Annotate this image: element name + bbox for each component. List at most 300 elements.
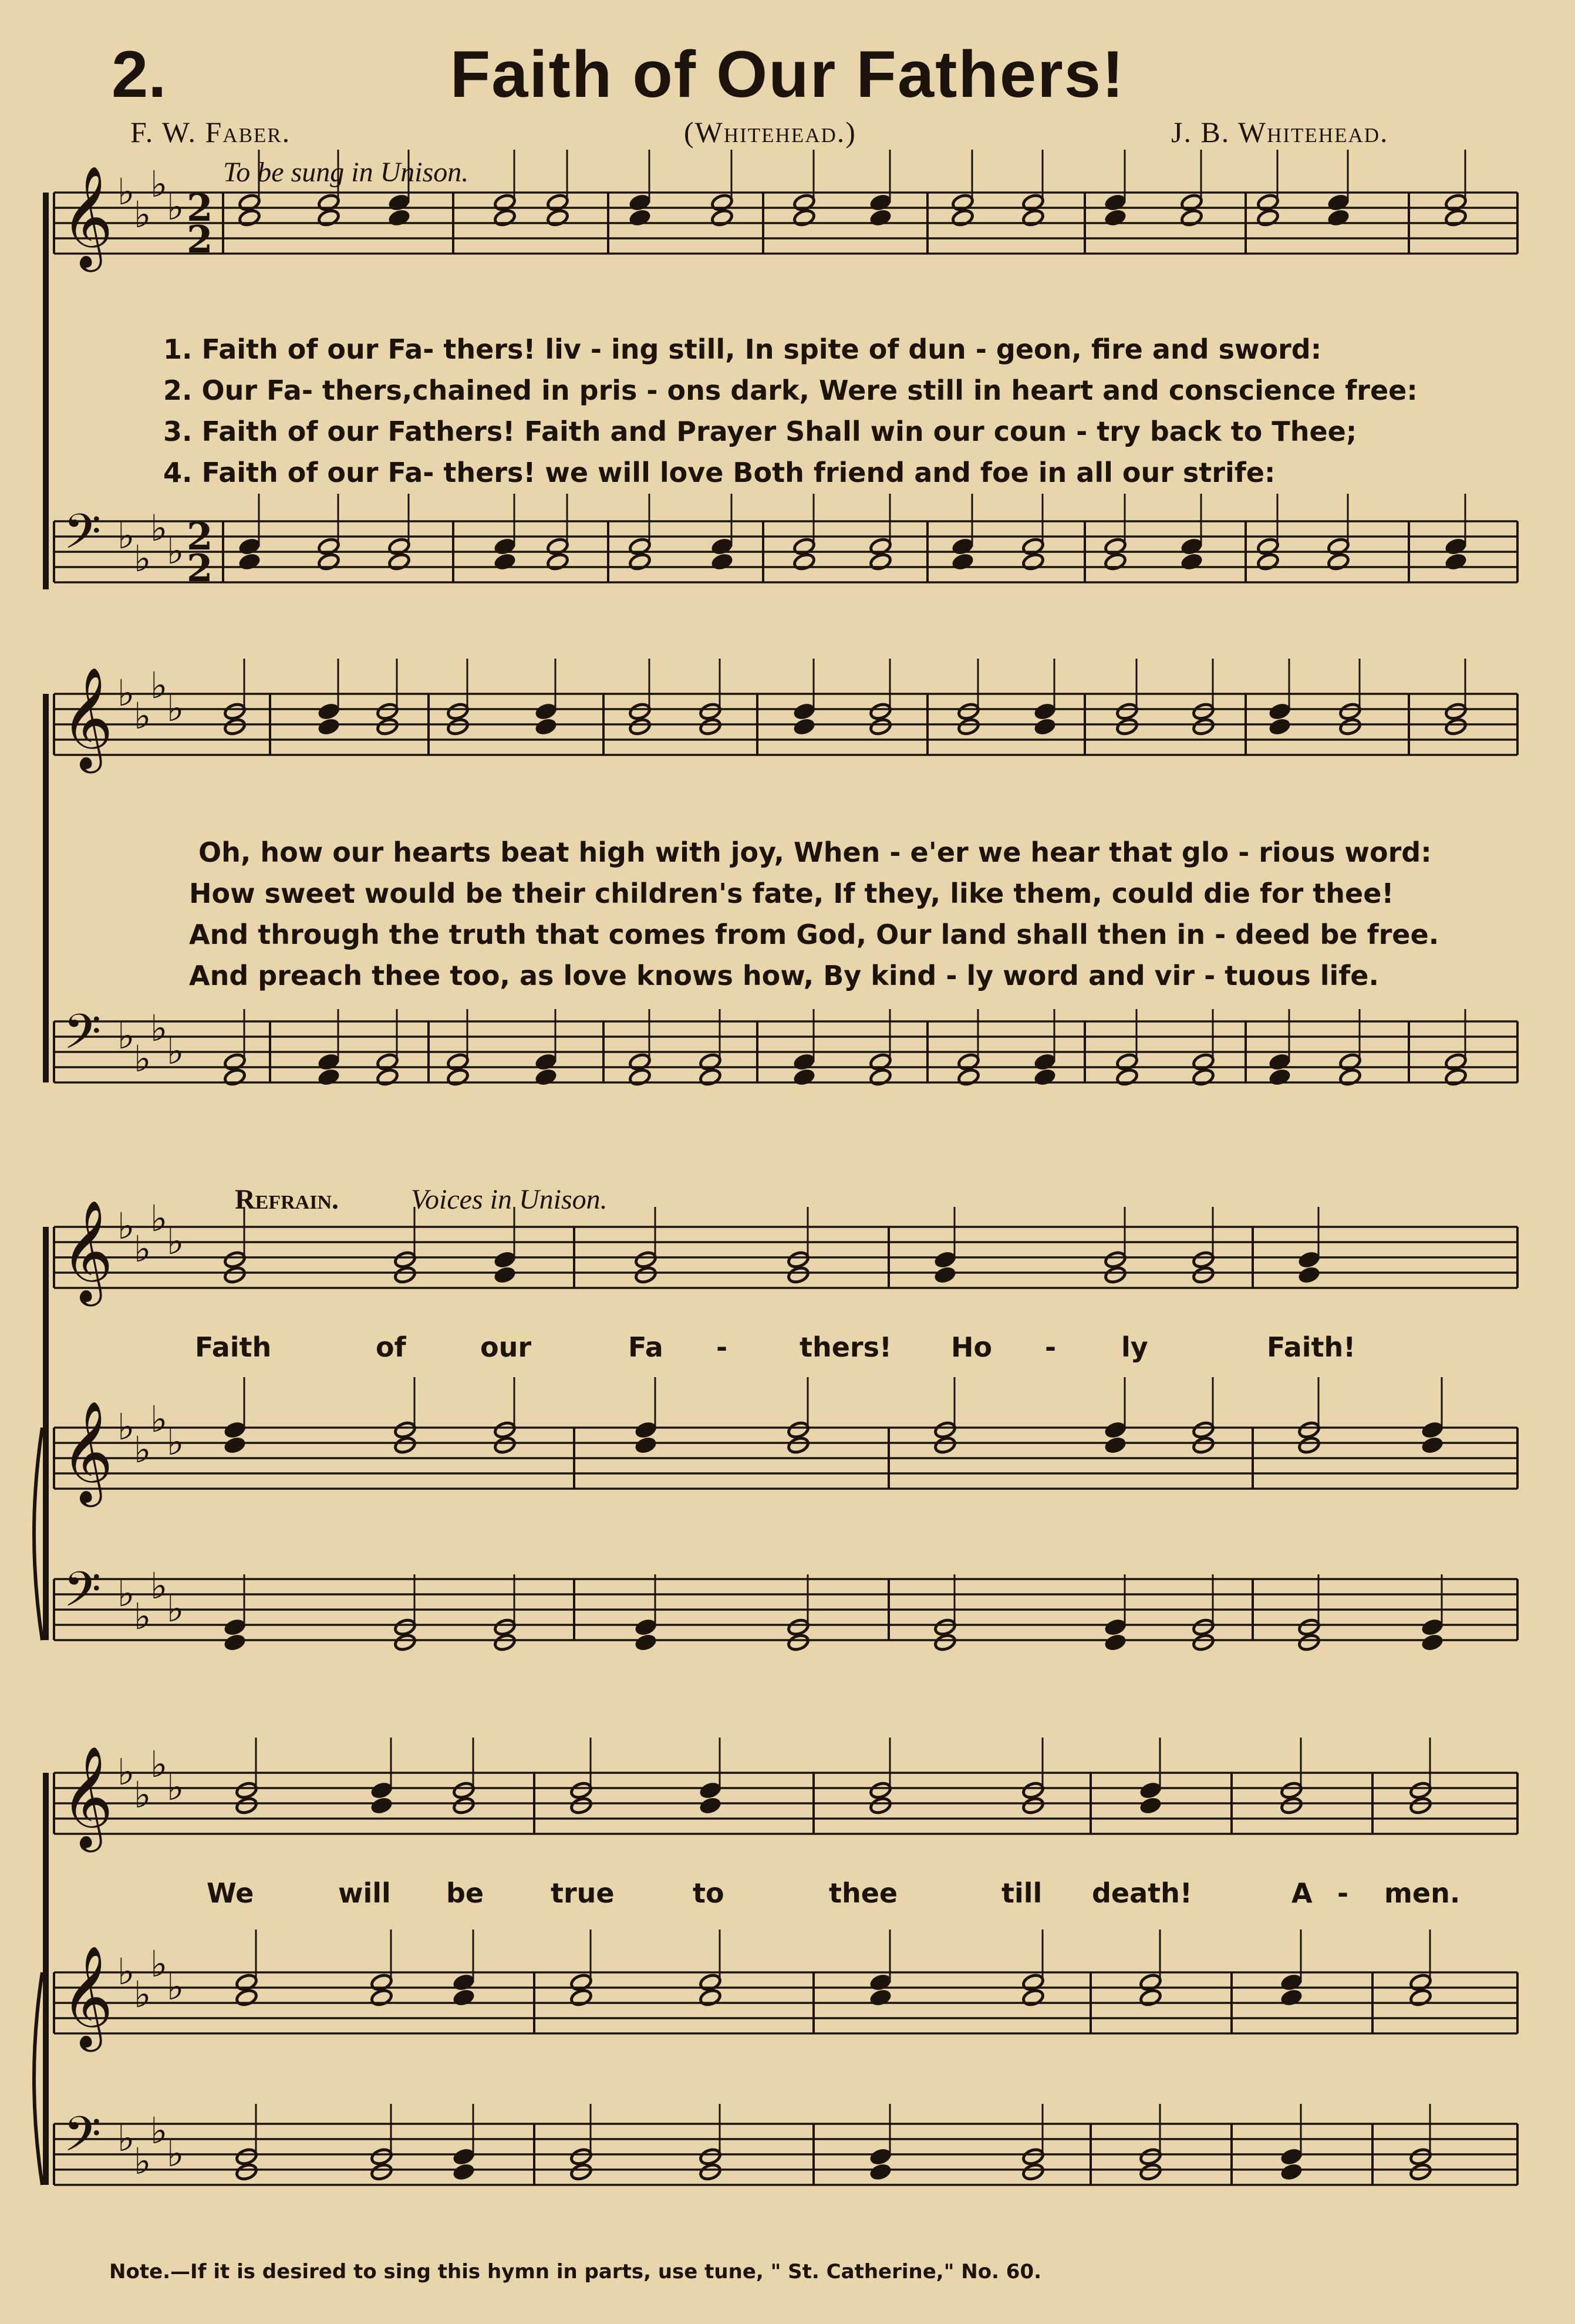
note-head [569,2147,592,2166]
note-head [1192,1633,1215,1652]
note-head [1021,2163,1044,2181]
note-head [1192,1421,1215,1439]
note-head [699,1973,721,1992]
flat-sign: ♭ [134,1227,151,1270]
note-head [370,1781,393,1800]
note-head [452,1973,475,1992]
note-head [452,1781,475,1800]
note-head [1192,1618,1215,1637]
note-head [628,208,651,227]
note-head [376,717,399,736]
note-head [317,552,340,571]
flat-sign: ♭ [150,163,168,205]
note-head [1180,537,1203,556]
note-head [792,552,815,571]
note-head [792,537,815,556]
note-head [1115,1053,1138,1071]
flat-sign: ♭ [167,1766,184,1809]
note-head [628,552,651,571]
note-head [792,702,815,721]
note-head [1021,1988,1044,2007]
note-head [1421,1436,1444,1455]
unison-instruction: To be sung in Unison. [223,157,469,188]
note-head [376,702,399,721]
flat-sign: ♭ [134,1973,151,2016]
note-head [370,1973,393,1992]
note-head [238,193,261,212]
verse-4-line-2: And preach thee too, as love knows how, By kind - ly word and vir - tuous life. [189,960,1379,991]
note-head [393,1633,416,1652]
note-head [869,1781,892,1800]
note-head [957,1053,980,1071]
note-head [1104,1266,1127,1284]
note-head [223,1421,246,1439]
note-head [317,1053,340,1071]
refrain-word: till [1001,1877,1043,1909]
flat-sign: ♭ [150,1743,168,1786]
note-head [1139,2163,1162,2181]
note-head [223,1436,246,1455]
note-head [1444,717,1467,736]
note-head [1280,1973,1303,1992]
note-head [452,1796,475,1815]
note-head [1104,552,1127,571]
note-head [534,1053,557,1071]
hymn-title: Faith of Our Fathers! [450,38,1125,111]
note-head [1021,193,1044,212]
note-head [1256,193,1279,212]
author-credit: F. W. Faber. [130,116,291,149]
refrain-word: - [1337,1877,1349,1909]
note-head [1338,1053,1361,1071]
note-head [628,537,651,556]
flat-sign: ♭ [134,1595,151,1638]
flat-sign: ♭ [150,507,168,549]
note-head [1180,552,1203,571]
time-signature: 2 [187,547,213,591]
note-head [933,1618,956,1637]
note-head [546,537,569,556]
note-head [699,702,721,721]
refrain-word: be [446,1877,484,1909]
note-head [1033,1053,1056,1071]
note-head [951,537,974,556]
note-head [869,1796,892,1815]
note-head [1104,1421,1127,1439]
note-head [933,1633,956,1652]
note-head [957,702,980,721]
note-head [1297,1421,1320,1439]
note-head [792,717,815,736]
note-head [546,208,569,227]
note-head [951,208,974,227]
note-head [951,552,974,571]
flat-sign: ♭ [167,185,184,228]
flat-sign: ♭ [117,1014,135,1057]
note-head [1444,1053,1467,1071]
bass-clef: 𝄢 [63,1561,102,1630]
note-head [1104,1250,1127,1269]
note-head [933,1436,956,1455]
refrain-word: A [1291,1877,1313,1909]
note-head [223,717,246,736]
note-head [957,717,980,736]
note-head [628,702,651,721]
verse-4-line-1: 4. Faith of our Fa- thers! we will love Both friend and foe in all our strife: [163,457,1276,488]
note-head [1256,208,1279,227]
flat-sign: ♭ [117,170,135,213]
note-head [869,1068,892,1087]
note-head [235,1973,258,1992]
note-head [223,1250,246,1269]
refrain-word: Fa [628,1331,663,1363]
note-head [869,1973,892,1992]
note-head [710,208,733,227]
note-head [1139,1988,1162,2007]
note-head [534,702,557,721]
note-head [387,537,410,556]
note-head [1327,552,1350,571]
time-signature: 2 [187,186,213,230]
note-head [634,1266,657,1284]
note-head [235,1796,258,1815]
note-head [1280,1781,1303,1800]
treble-clef: 𝄞 [61,1746,113,1848]
note-head [235,2147,258,2166]
flat-sign: ♭ [134,1428,151,1471]
note-head [1409,1781,1432,1800]
note-head [787,1266,810,1284]
note-head [1338,717,1361,736]
note-head [634,1633,657,1652]
note-head [699,2163,721,2181]
note-head [376,1053,399,1071]
bass-clef: 𝄢 [63,503,102,572]
time-signature: 2 [187,218,213,262]
flat-sign: ♭ [134,537,151,580]
flat-sign: ♭ [150,1564,168,1607]
note-head [1115,717,1138,736]
note-head [1104,1633,1127,1652]
flat-sign: ♭ [117,1405,135,1448]
note-head [1192,1068,1215,1087]
note-head [1192,702,1215,721]
note-head [235,1781,258,1800]
note-head [1421,1633,1444,1652]
flat-sign: ♭ [117,1572,135,1615]
note-head [869,193,892,212]
note-head [569,1781,592,1800]
note-head [223,1266,246,1284]
note-head [933,1266,956,1284]
note-head [699,1796,721,1815]
flat-sign: ♭ [167,2132,184,2175]
note-head [446,702,469,721]
note-head [787,1633,810,1652]
note-head [1021,552,1044,571]
note-head [710,193,733,212]
note-head [1421,1421,1444,1439]
note-head [1180,193,1203,212]
note-head [1021,2147,1044,2166]
note-head [1115,1068,1138,1087]
note-head [1033,1068,1056,1087]
note-head [1421,1618,1444,1637]
treble-clef: 𝄞 [61,1401,113,1503]
note-head [699,717,721,736]
note-head [634,1618,657,1637]
refrain-word: will [338,1877,391,1909]
note-head [1139,1796,1162,1815]
note-head [628,717,651,736]
refrain-word: We [207,1877,254,1909]
note-head [317,208,340,227]
flat-sign: ♭ [167,687,184,730]
note-head [376,1068,399,1087]
note-head [634,1421,657,1439]
flat-sign: ♭ [167,1421,184,1463]
refrain-word: Ho [951,1331,993,1363]
refrain-word: men. [1384,1877,1461,1909]
note-head [317,537,340,556]
note-head [238,552,261,571]
note-head [370,2163,393,2181]
note-head [1104,208,1127,227]
note-head [317,717,340,736]
note-head [869,208,892,227]
note-head [869,702,892,721]
refrain-label: Refrain. [235,1184,339,1215]
verse-1-line-2: Oh, how our hearts beat high with joy, When - e'er we hear that glo - rious word: [198,836,1432,868]
note-head [223,1633,246,1652]
verse-1-line-1: 1. Faith of our Fa- thers! liv - ing still, In spite of dun - geon, fire and sword: [163,333,1322,365]
flat-sign: ♭ [117,1750,135,1793]
verse-3-line-1: 3. Faith of our Fathers! Faith and Prayer Shall win our coun - try back to Thee; [163,416,1357,447]
note-head [1327,208,1350,227]
note-head [869,2163,892,2181]
note-head [951,193,974,212]
note-head [933,1421,956,1439]
note-head [493,537,516,556]
note-head [1297,1633,1320,1652]
note-head [1280,1988,1303,2007]
refrain-word: thee [829,1877,898,1909]
note-head [933,1250,956,1269]
note-head [446,1053,469,1071]
note-head [569,1988,592,2007]
flat-sign: ♭ [167,529,184,572]
note-head [1021,208,1044,227]
refrain-word: - [1045,1331,1057,1363]
treble-clef: 𝄞 [61,1945,113,2048]
refrain-word: Faith! [1267,1331,1356,1363]
note-head [534,717,557,736]
note-head [628,1053,651,1071]
note-head [634,1436,657,1455]
note-head [546,552,569,571]
note-head [493,1436,516,1455]
note-head [452,2147,475,2166]
flat-sign: ♭ [167,1587,184,1630]
note-head [1033,702,1056,721]
note-head [787,1421,810,1439]
note-head [1338,702,1361,721]
note-head [1033,717,1056,736]
note-head [534,1068,557,1087]
note-head [223,702,246,721]
note-head [387,552,410,571]
note-head [1409,1988,1432,2007]
refrain-voices-instruction: Voices in Unison. [411,1184,608,1215]
footnote: Note.—If it is desired to sing this hymn in parts, use tune, " St. Catherine," No. 60. [109,2260,1042,2283]
note-head [317,193,340,212]
note-head [628,193,651,212]
note-head [1297,1436,1320,1455]
refrain-word: to [693,1877,724,1909]
flat-sign: ♭ [134,193,151,236]
hymn-number: 2. [112,38,167,111]
note-head [1297,1266,1320,1284]
note-head [1444,208,1467,227]
note-head [493,1633,516,1652]
note-head [1268,702,1291,721]
note-head [493,552,516,571]
flat-sign: ♭ [150,1007,168,1050]
flat-sign: ♭ [134,1037,151,1080]
flat-sign: ♭ [167,1965,184,2008]
note-head [1297,1250,1320,1269]
note-head [1115,702,1138,721]
note-head [1021,537,1044,556]
treble-clef: 𝄞 [61,166,113,268]
note-head [238,208,261,227]
note-head [569,1973,592,1992]
bass-clef: 𝄢 [63,1003,102,1072]
note-head [699,1781,721,1800]
note-head [387,193,410,212]
note-head [699,2147,721,2166]
note-head [710,552,733,571]
tune-name: (Whitehead.) [684,116,856,149]
note-head [628,1068,651,1087]
refrain-word: death! [1092,1877,1192,1909]
note-head [1409,1796,1432,1815]
flat-sign: ♭ [134,2140,151,2183]
note-head [1444,1068,1467,1087]
note-head [1256,537,1279,556]
note-head [569,2163,592,2181]
note-head [1104,1618,1127,1637]
note-head [1280,2147,1303,2166]
time-signature: 2 [187,515,213,559]
note-head [1139,1973,1162,1992]
note-head [546,193,569,212]
note-head [1256,552,1279,571]
flat-sign: ♭ [134,694,151,737]
flat-sign: ♭ [117,1205,135,1247]
flat-sign: ♭ [167,1030,184,1072]
note-head [1444,552,1467,571]
note-head [1021,1973,1044,1992]
note-head [869,717,892,736]
refrain-word: - [716,1331,728,1363]
note-head [792,193,815,212]
note-head [1327,537,1350,556]
note-head [1444,537,1467,556]
refrain-word: Faith [195,1331,272,1363]
note-head [1192,1250,1215,1269]
note-head [1104,1436,1127,1455]
note-head [1409,2147,1432,2166]
note-head [1338,1068,1361,1087]
flat-sign: ♭ [150,1197,168,1240]
note-head [1280,1796,1303,1815]
note-head [792,1068,815,1087]
composer-credit: J. B. Whitehead. [1171,116,1389,149]
note-head [393,1618,416,1637]
refrain-word: ly [1121,1331,1148,1363]
note-head [787,1436,810,1455]
note-head [223,1053,246,1071]
note-head [957,1068,980,1087]
note-head [387,208,410,227]
bass-clef: 𝄢 [63,2106,102,2174]
note-head [493,1421,516,1439]
flat-sign: ♭ [117,514,135,557]
system-brace [34,1428,42,1640]
note-head [1268,1053,1291,1071]
note-head [699,1988,721,2007]
refrain-word: our [480,1331,532,1363]
note-head [223,1618,246,1637]
refrain-word: true [551,1877,615,1909]
verse-3-line-2: And through the truth that comes from God, Our land shall then in - deed be free. [189,919,1439,950]
note-head [393,1250,416,1269]
note-head [493,1618,516,1637]
note-head [452,2163,475,2181]
note-head [1139,1781,1162,1800]
note-head [317,702,340,721]
flat-sign: ♭ [167,1220,184,1263]
note-head [452,1988,475,2007]
treble-clef: 𝄞 [61,1200,113,1302]
note-head [1104,537,1127,556]
note-head [446,1068,469,1087]
note-head [238,537,261,556]
note-head [869,1053,892,1071]
note-head [370,1796,393,1815]
note-head [393,1421,416,1439]
note-head [370,2147,393,2166]
note-head [1444,702,1467,721]
note-head [1021,1781,1044,1800]
note-head [792,208,815,227]
note-head [1268,1068,1291,1087]
note-head [1192,1436,1215,1455]
flat-sign: ♭ [134,1773,151,1816]
refrain-word: of [376,1331,406,1363]
verse-2-line-1: 2. Our Fa- thers,chained in pris - ons dark, Were still in heart and conscience free: [163,375,1418,406]
note-head [869,552,892,571]
note-head [493,208,516,227]
note-head [787,1618,810,1637]
note-head [393,1436,416,1455]
note-head [393,1266,416,1284]
note-head [569,1796,592,1815]
flat-sign: ♭ [150,1398,168,1441]
note-head [1327,193,1350,212]
note-head [1180,208,1203,227]
